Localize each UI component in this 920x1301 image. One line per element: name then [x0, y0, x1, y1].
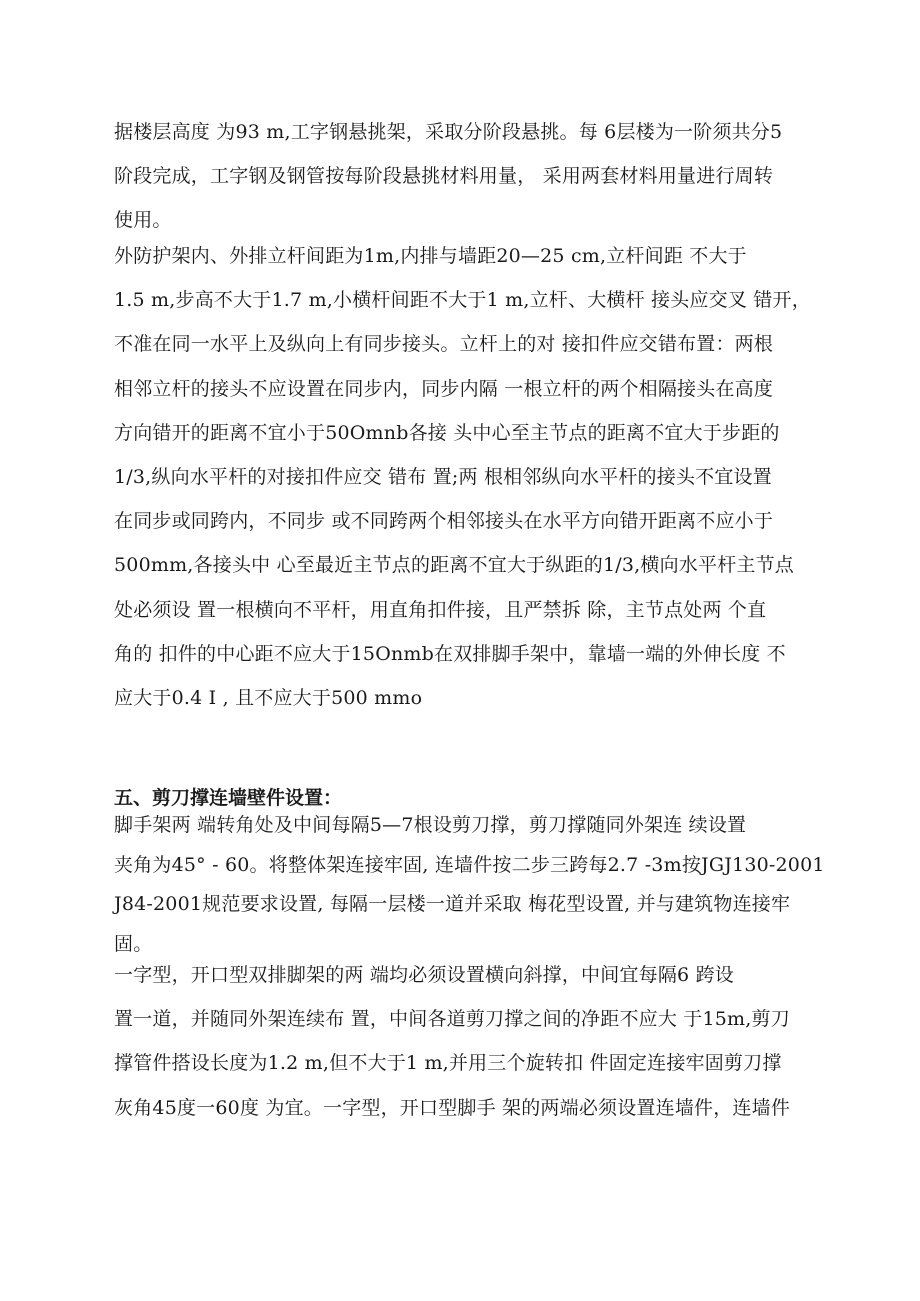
text-line: 应大于0.4 I , 且不应大于500 mmo	[114, 687, 423, 710]
text-line: 脚手架两 端转角处及中间每隔5—7根设剪刀撑，剪刀撑随同外架连 续设置	[114, 814, 747, 836]
text-line: 1.5 m,步高不大于1.7 m,小横杆间距不大于1 m,立杆、大横杆 接头应交叉 错开，	[114, 289, 811, 312]
text-line: 据楼层高度 为93 m,工字钢悬挑架，采取分阶段悬挑。每 6层楼为一阶须共分5	[114, 121, 783, 143]
text-line: 撑管件搭设长度为1.2 m,但不大于1 m,并用三个旋转扣 件固定连接牢固剪刀撑	[114, 1052, 782, 1075]
text-line: 相邻立杆的接头不应设置在同步内，同步内隔 一根立杆的两个相隔接头在高度	[114, 377, 774, 400]
text-line: 使用。	[114, 209, 172, 231]
paragraph-2	[114, 234, 814, 720]
text-line: 处必须设 置一根横向不平杆，用直角扣件接，且严禁拆 除，主节点处两 个直	[114, 598, 767, 621]
text-line: 方向错开的距离不宜小于50Omnb各接 头中心至主节点的距离不宜大于步距的	[114, 421, 780, 444]
text-line: 在同步或同跨内，不同步 或不同跨两个相邻接头在水平方向错开距离不应小于	[114, 510, 774, 533]
text-line: 不准在同一水平上及纵向上有同步接头。立杆上的对 接扣件应交错布置：两根	[114, 333, 774, 356]
text-line: 1/3,纵向水平杆的对接扣件应交 错布 置;两 根相邻纵向水平杆的接头不宜设置	[114, 466, 772, 489]
paragraph-1	[114, 110, 814, 242]
text-line: 500mm,各接头中 心至最近主节点的距离不宜大于纵距的1/3,横向水平杆主节点	[114, 554, 794, 577]
text-line: 置一道，并随同外架连续布 置，中间各道剪刀撑之间的净距不应大 于15m,剪刀	[114, 1008, 790, 1031]
section-heading: 五、剪刀撑连墙壁件设置：	[114, 786, 343, 809]
text-line: 一字型，开口型双排脚架的两 端均必须设置横向斜撑，中间宜每隔6 跨设	[114, 964, 734, 986]
text-line: 固。	[114, 932, 153, 955]
text-line: 灰角45度一60度 为宜。一字型，开口型脚手 架的两端必须设置连墙件，连墙件	[114, 1096, 791, 1119]
text-line: 外防护架内、外排立杆间距为1m,内排与墙距20—25 cm,立杆间距 不大于	[114, 245, 747, 267]
text-line: 阶段完成，工字钢及钢管按每阶段悬挑材料用量， 采用两套材料用量进行周转	[114, 165, 774, 187]
text-line: 角的 扣件的中心距不应大于15Onmb在双排脚手架中，靠墙一端的外伸长度 不	[114, 642, 786, 665]
paragraph-4	[114, 953, 814, 1130]
paragraph-3	[114, 806, 825, 964]
text-line: J84-2001规范要求设置, 每隔一层楼一道并采取 梅花型设置, 并与建筑物连接牢	[114, 893, 791, 915]
text-line: 夹角为45° - 60。将整体架连接牢固, 连墙件按二步三跨每2.7 -3m按JGJ130-2001	[114, 853, 825, 876]
